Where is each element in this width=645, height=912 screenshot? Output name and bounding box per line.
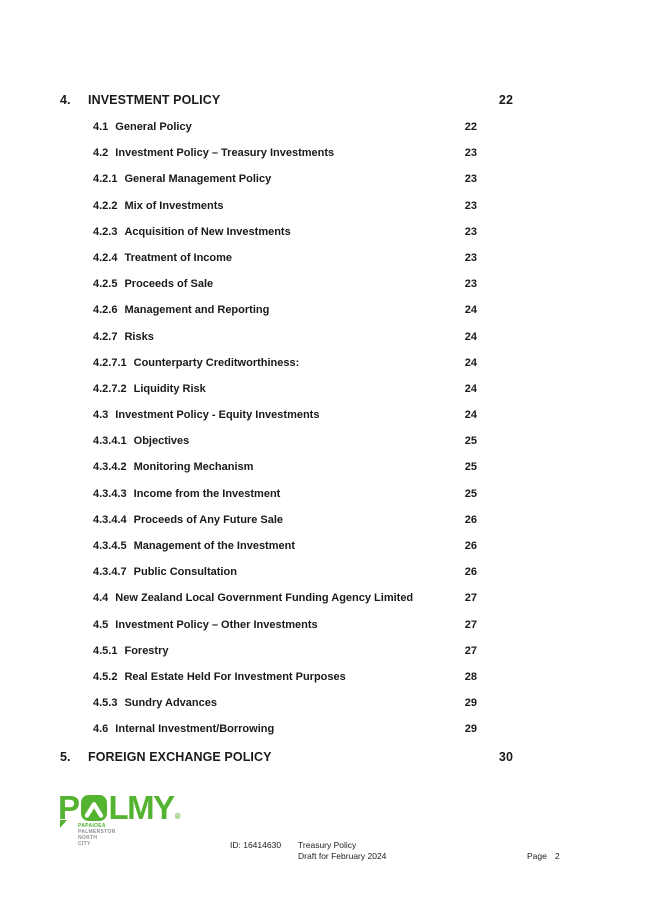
toc-item-number: 4.2.5 [93,278,118,291]
toc-item-page: 29 [464,697,477,710]
toc-row [93,304,477,316]
toc-row [93,671,477,683]
toc-item-title: Counterparty Creditworthiness: [133,356,300,369]
toc-item-page: 22 [464,121,477,133]
logo-subtext-palmerston: PALMERSTON [78,829,116,835]
toc-item-page: 25 [464,461,477,474]
toc-item-page: 24 [464,330,477,343]
toc-row [93,357,477,369]
toc-item-number: 5. [60,749,71,764]
toc-item-title: Forestry [124,644,169,657]
toc-item-title: Monitoring Mechanism [133,461,254,474]
toc-item-title: Acquisition of New Investments [124,225,291,238]
toc-item-number: 4. [60,93,71,107]
toc-item-number: 4.2.7 [93,330,118,343]
toc-item-page: 27 [464,592,477,605]
toc-item-page: 23 [464,173,477,186]
toc-item-number: 4.5.3 [93,697,118,710]
toc-item-page: 29 [464,723,477,736]
toc-row [93,278,477,290]
toc-item-title: Real Estate Held For Investment Purposes [124,670,346,683]
document-title-block [298,840,386,862]
toc-row [93,435,477,447]
toc-item-number: 4.3 [93,409,109,422]
toc-item-title: General Policy [115,121,192,133]
toc-item-number: 4.6 [93,723,109,736]
toc-item-title: Risks [124,330,154,343]
toc-item-title: Mix of Investments [124,199,224,212]
toc-item-number: 4.5.2 [93,670,118,683]
toc-item-page: 26 [464,513,477,526]
toc-row [93,723,477,735]
toc-item-page: 24 [464,382,477,395]
toc-row [93,540,477,552]
toc-row [93,200,477,212]
toc-item-title: Income from the Investment [133,487,281,500]
toc-item-number: 4.2.4 [93,251,118,264]
wordmark-letter-p: P [58,789,79,826]
toc-row [60,750,513,764]
toc-item-page: 24 [464,356,477,369]
palmy-logo [58,789,181,847]
toc-item-number: 4.2.7.2 [93,382,127,395]
toc-item-number: 4.3.4.3 [93,487,127,500]
toc-item-number: 4.2.2 [93,199,118,212]
toc-item-number: 4.3.4.5 [93,540,127,552]
document-id: ID: 16414630 [230,840,282,850]
toc-item-page: 23 [464,278,477,291]
logo-subtext-north: NORTH [78,835,98,841]
toc-item-number: 4.3.4.1 [93,435,127,448]
logo-subtext-city: CITY [78,841,91,847]
toc-item-title: Liquidity Risk [133,382,206,395]
toc-item-page: 23 [464,199,477,212]
page-label: Page [527,851,547,861]
toc-item-number: 4.3.4.2 [93,461,127,474]
toc-item-title: Management of the Investment [133,540,295,552]
palmy-a-chevron-icon [81,795,107,821]
toc-item-number: 4.1 [93,121,109,133]
toc-item-number: 4.3.4.7 [93,566,127,579]
toc-item-page: 26 [464,540,477,552]
document-draft-date: Draft for February 2024 [298,851,387,861]
toc-row [93,619,477,631]
toc-item-title: Treatment of Income [124,251,233,264]
toc-item-title: Investment Policy - Equity Investments [115,409,320,422]
toc-item-page: 25 [464,435,477,448]
toc-row [93,645,477,657]
toc-item-number: 4.2.7.1 [93,356,127,369]
toc-row [93,147,477,159]
toc-row [93,383,477,395]
toc-item-title: Proceeds of Sale [124,278,214,291]
toc-item-number: 4.2.6 [93,304,118,317]
toc-row [93,331,477,343]
toc-item-page: 23 [464,225,477,238]
toc-row [93,121,477,133]
toc-item-number: 4.2.1 [93,173,118,186]
toc-item-title: Management and Reporting [124,304,270,317]
toc-item-title: Internal Investment/Borrowing [115,723,275,736]
toc-row [93,409,477,421]
toc-item-page: 25 [464,487,477,500]
toc-item-number: 4.2.3 [93,225,118,238]
page-indicator [527,851,560,862]
logo-subtext [78,823,181,847]
toc-item-title: General Management Policy [124,173,272,186]
toc-row [93,592,477,604]
toc-item-title: Objectives [133,435,190,448]
toc-item-title: FOREIGN EXCHANGE POLICY [88,749,272,764]
toc-row [60,93,513,107]
toc-item-title: Investment Policy – Treasury Investments [115,147,335,160]
document-title: Treasury Policy [298,840,357,850]
toc-item-title: Investment Policy – Other Investments [115,618,318,631]
toc-row [93,226,477,238]
toc-row [93,514,477,526]
toc-item-title: Sundry Advances [124,697,217,710]
toc-row [93,173,477,185]
footer-metadata [230,840,386,862]
toc-item-title: New Zealand Local Government Funding Agency Limited [115,592,414,605]
toc-item-number: 4.5.1 [93,644,118,657]
toc-item-page: 27 [464,618,477,631]
toc-row [93,488,477,500]
toc-row [93,566,477,578]
toc-item-page: 26 [464,566,477,579]
toc-item-page: 23 [464,147,477,160]
toc-item-page: 24 [464,304,477,317]
registered-trademark-icon: ® [174,812,181,821]
toc-item-page: 28 [464,670,477,683]
toc-item-number: 4.2 [93,147,109,160]
page-number: 2 [554,851,560,861]
toc-item-page: 30 [498,749,513,764]
wordmark-letters-lmy: LMY [108,789,174,826]
logo-subtext-papaioea: PAPAIOEA [78,823,106,829]
toc-item-number: 4.5 [93,618,109,631]
toc-item-title: Public Consultation [133,566,237,579]
toc-row [93,461,477,473]
toc-item-title: Proceeds of Any Future Sale [133,513,283,526]
toc-item-page: 24 [464,409,477,422]
toc-item-number: 4.4 [93,592,109,605]
logo-pin-tail [60,820,67,828]
toc-row [93,697,477,709]
toc-item-number: 4.3.4.4 [93,513,127,526]
toc-item-page: 23 [464,251,477,264]
toc-row [93,252,477,264]
toc-item-page: 22 [498,93,513,107]
toc-item-title: INVESTMENT POLICY [88,93,221,107]
toc-item-page: 27 [464,644,477,657]
